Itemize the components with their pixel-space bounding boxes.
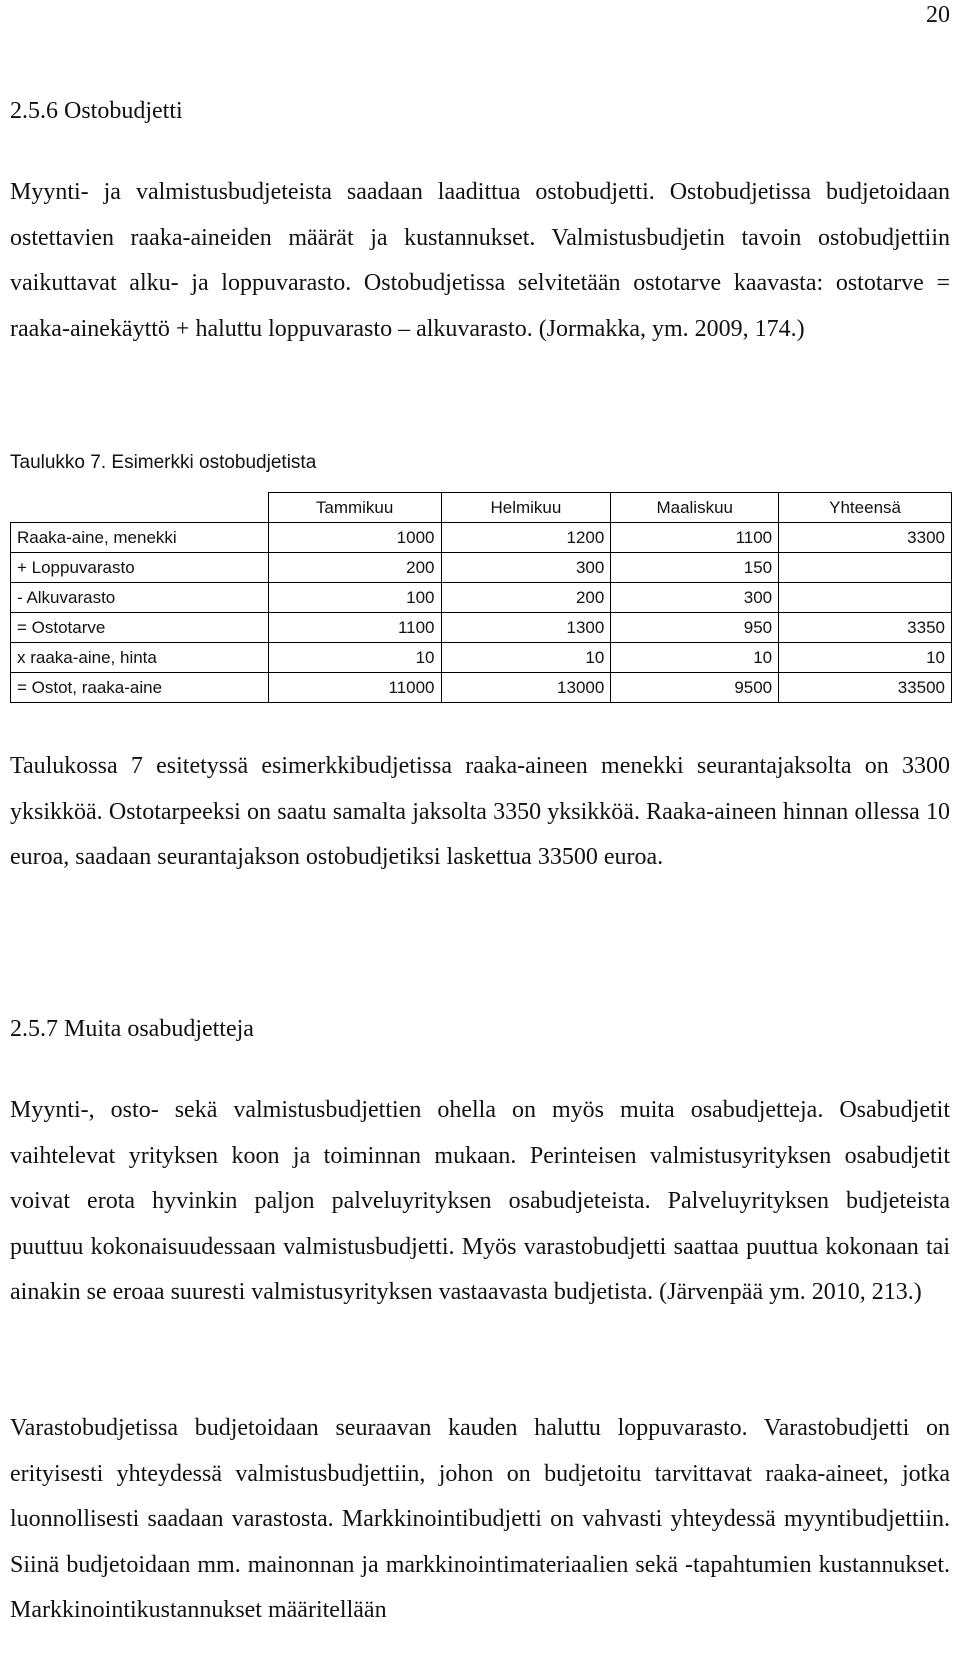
table-cell: 3300 xyxy=(779,523,952,553)
table-cell: 100 xyxy=(268,583,441,613)
table-header-cell xyxy=(11,493,269,523)
table-cell: 1300 xyxy=(441,613,611,643)
table-cell: 10 xyxy=(268,643,441,673)
table-cell xyxy=(779,553,952,583)
section-heading-muita-osabudjetteja: 2.5.7 Muita osabudjetteja xyxy=(10,1016,254,1042)
table-row xyxy=(11,673,952,703)
table-caption: Taulukko 7. Esimerkki ostobudjetista xyxy=(10,452,317,473)
table-cell: 3350 xyxy=(779,613,952,643)
section-heading-ostobudjetti: 2.5.6 Ostobudjetti xyxy=(10,98,183,124)
table-row xyxy=(11,523,952,553)
table-cell: 10 xyxy=(779,643,952,673)
table-row xyxy=(11,643,952,673)
table-cell: 1200 xyxy=(441,523,611,553)
table-cell: 10 xyxy=(611,643,779,673)
table-cell: 10 xyxy=(441,643,611,673)
table-cell: = Ostotarve xyxy=(11,613,269,643)
page-number: 20 xyxy=(926,2,950,28)
table-header-cell: Yhteensä xyxy=(779,493,952,523)
table-cell: 33500 xyxy=(779,673,952,703)
table-cell: 9500 xyxy=(611,673,779,703)
table-cell: 150 xyxy=(611,553,779,583)
table-header-cell: Tammikuu xyxy=(268,493,441,523)
table-cell: 200 xyxy=(441,583,611,613)
table-cell: x raaka-aine, hinta xyxy=(11,643,269,673)
table-header-cell: Helmikuu xyxy=(441,493,611,523)
paragraph-varastobudjetti: Varastobudjetissa budjetoidaan seuraavan kauden haluttu loppuvarasto. Varastobudjetti on erityisesti yhteydessä valmistusbudjettiin, johon on budjetoitu tarvittavat raaka-aineet, jotka luonnollisesti saadaan varastosta. Markkinointibudjetti on vahvasti yhteydessä myyntibudjettiin. Siinä budjetoidaan mm. mainonnan ja markkinointimateriaalien sekä -tapahtumien kustannukset. Markkinointikustannukset määritellään xyxy=(10,1415,950,1623)
paragraph-table-explanation: Taulukossa 7 esitetyssä esimerkkibudjetissa raaka-aineen menekki seurantajaksolta on 3300 yksikköä. Ostotarpeeksi on saatu samalta jaksolta 3350 yksikköä. Raaka-aineen hinnan ollessa 10 euroa, saadaan seurantajakson ostobudjetiksi laskettua 33500 euroa. xyxy=(10,753,950,870)
table-cell: 950 xyxy=(611,613,779,643)
paragraph-ostobudjetti-intro: Myynti- ja valmistusbudjeteista saadaan laadittua ostobudjetti. Ostobudjetissa budjetoidaan ostettavien raaka-aineiden määrät ja kustannukset. Valmistusbudjetin tavoin ostobudjettiin vaikuttavat alku- ja loppuvarasto. Ostobudjetissa selvitetään ostotarve kaavasta: ostotarve = raaka-ainekäyttö + haluttu loppuvarasto – alkuvarasto. (Jormakka, ym. 2009, 174.) xyxy=(10,179,950,342)
table-cell: = Ostot, raaka-aine xyxy=(11,673,269,703)
table-cell: - Alkuvarasto xyxy=(11,583,269,613)
table-cell: 300 xyxy=(611,583,779,613)
table-cell: 13000 xyxy=(441,673,611,703)
table-cell: 1100 xyxy=(268,613,441,643)
budget-table xyxy=(10,492,952,703)
table-cell: + Loppuvarasto xyxy=(11,553,269,583)
table-header-cell: Maaliskuu xyxy=(611,493,779,523)
table-header-row xyxy=(11,493,952,523)
table-cell: Raaka-aine, menekki xyxy=(11,523,269,553)
table-row xyxy=(11,613,952,643)
table-cell xyxy=(779,583,952,613)
table-cell: 11000 xyxy=(268,673,441,703)
paragraph-muita-osabudjetteja: Myynti-, osto- sekä valmistusbudjettien ohella on myös muita osabudjetteja. Osabudjetit vaihtelevat yrityksen koon ja toiminnan mukaan. Perinteisen valmistusyrityksen osabudjetit voivat erota hyvinkin paljon palveluyrityksen osabudjeteista. Palveluyrityksen budjeteista puuttuu kokonaisuudessaan valmistusbudjetti. Myös varastobudjetti saattaa puuttua kokonaan tai ainakin se eroaa suuresti valmistusyrityksen vastaavasta budjetista. (Järvenpää ym. 2010, 213.) xyxy=(10,1097,950,1305)
table-row xyxy=(11,583,952,613)
table-cell: 300 xyxy=(441,553,611,583)
table-row xyxy=(11,553,952,583)
table-cell: 200 xyxy=(268,553,441,583)
table-cell: 1100 xyxy=(611,523,779,553)
table-cell: 1000 xyxy=(268,523,441,553)
